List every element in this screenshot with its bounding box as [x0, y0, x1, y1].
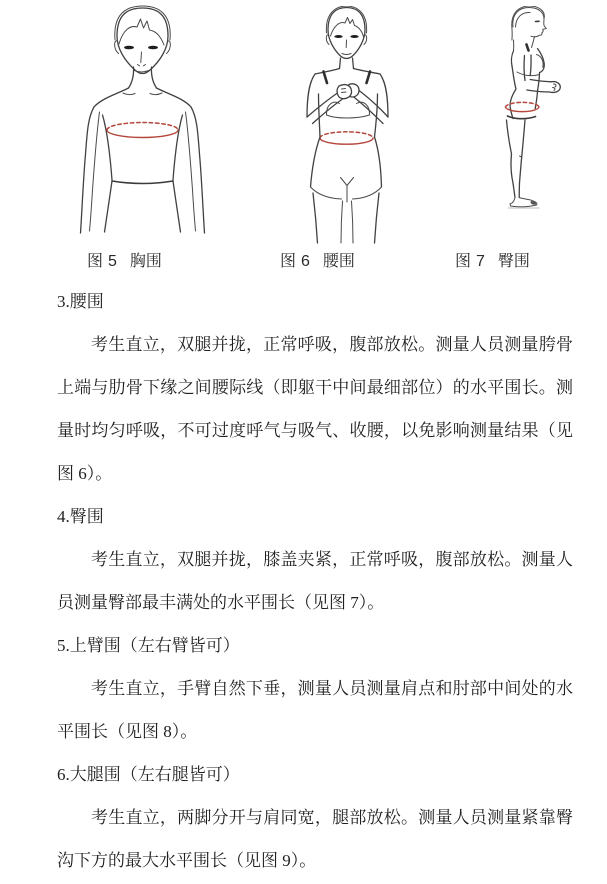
hip-line-art [498, 6, 568, 210]
figure-5-chest-illustration [70, 4, 215, 236]
figure-5-caption-number: 5 [108, 253, 117, 270]
figure-7-caption-prefix: 图 [455, 253, 472, 270]
document-text-content [57, 280, 573, 882]
heading-6-thigh: 6.大腿围（左右腿皆可） [57, 765, 240, 784]
figure-6-caption-prefix: 图 [280, 253, 297, 270]
paragraph-thigh: 考生直立，两脚分开与肩同宽，腿部放松。测量人员测量紧靠臀沟下方的最大水平围长（见图 9）。 [57, 808, 573, 870]
figure-5-caption-label: 胸围 [129, 253, 162, 270]
heading-5-upper-arm: 5.上臂围（左右臂皆可） [57, 636, 240, 655]
figure-7-hip-illustration [498, 6, 568, 210]
figure-7-caption [455, 252, 530, 272]
figure-6-caption [280, 252, 355, 272]
figure-7-caption-label: 臀围 [497, 253, 530, 270]
paragraph-waist: 考生直立，双腿并拢，正常呼吸，腹部放松。测量人员测量胯骨上端与肋骨下缘之间腰际线（即躯干中间最细部位）的水平围长。测量时均匀呼吸，不可过度呼气与吸气、收腰，以免影响测量结果（见图 6）。 [57, 335, 573, 483]
figure-5-caption [87, 252, 162, 272]
figure-6-waist-illustration [290, 6, 406, 244]
heading-4-hip: 4.臀围 [57, 507, 104, 526]
heading-3-waist: 3.腰围 [57, 292, 104, 311]
figure-7-caption-number: 7 [476, 253, 485, 270]
chest-line-art [70, 4, 215, 236]
figure-6-caption-number: 6 [301, 253, 310, 270]
waist-measure-line [320, 132, 373, 144]
figure-5-caption-prefix: 图 [87, 253, 104, 270]
paragraph-upper-arm: 考生直立，手臂自然下垂，测量人员测量肩点和肘部中间处的水平围长（见图 8）。 [57, 679, 573, 741]
waist-line-art [290, 6, 406, 244]
paragraph-hip: 考生直立，双腿并拢，膝盖夹紧，正常呼吸，腹部放松。测量人员测量臀部最丰满处的水平围长（见图 7）。 [57, 550, 573, 612]
chest-measure-line [107, 123, 178, 138]
figure-6-caption-label: 腰围 [322, 253, 355, 270]
